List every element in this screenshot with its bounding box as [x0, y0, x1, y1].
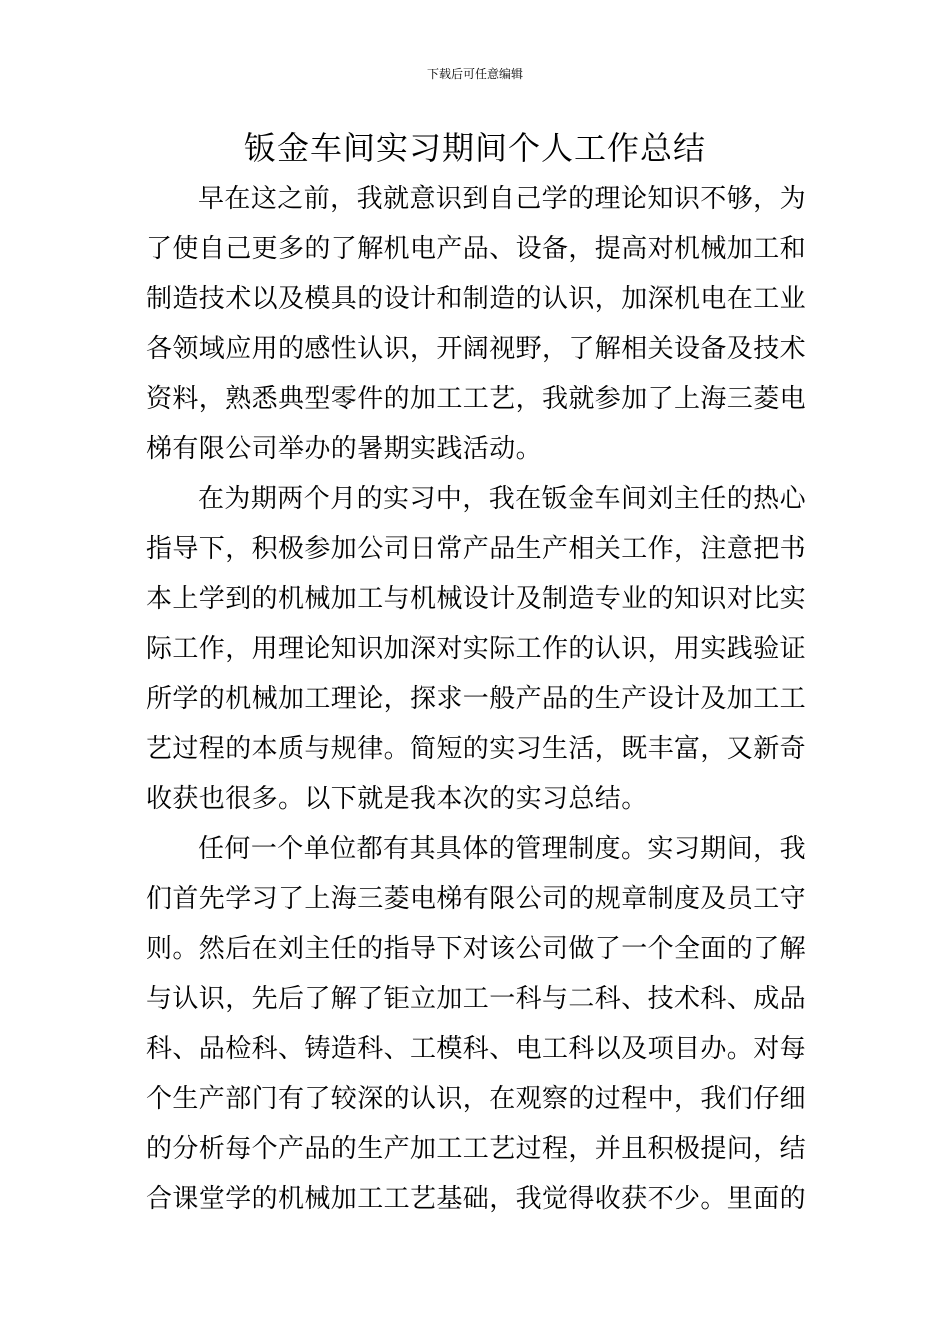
paragraph-1: 早在这之前，我就意识到自己学的理论知识不够，为了使自己更多的了解机电产品、设备，提高对机械加工和制造技术以及模具的设计和制造的认识，加深机电在工业各领域应用的感性认识，开阔视野，了解相关设备及技术资料，熟悉典型零件的加工工艺，我就参加了上海三菱电梯有限公司举办的暑期实践活动。 — [146, 184, 807, 464]
header-note: 下载后可任意编辑 — [426, 67, 523, 81]
paragraph-3: 任何一个单位都有其具体的管理制度。实习期间，我们首先学习了上海三菱电梯有限公司的规章制度及员工守则。然后在刘主任的指导下对该公司做了一个全面的了解与认识，先后了解了钜立加工一科与二科、技术科、成品科、品检科、铸造科、工模科、电工科以及项目办。对每个生产部门有了较深的认识，在观察的过程中，我们仔细的分析每个产品的生产加工工艺过程，并且积极提问，结合课堂学的机械加工工艺基础，我觉得收获不少。里面的 — [146, 834, 807, 1214]
paragraph-2: 在为期两个月的实习中，我在钣金车间刘主任的热心指导下，积极参加公司日常产品生产相关工作，注意把书本上学到的机械加工与机械设计及制造专业的知识对比实际工作，用理论知识加深对实际工作的认识，用实践验证所学的机械加工理论，探求一般产品的生产设计及加工工艺过程的本质与规律。简短的实习生活，既丰富，又新奇收获也很多。以下就是我本次的实习总结。 — [146, 484, 807, 814]
document-body — [146, 174, 806, 1224]
document-title: 钣金车间实习期间个人工作总结 — [243, 129, 706, 167]
